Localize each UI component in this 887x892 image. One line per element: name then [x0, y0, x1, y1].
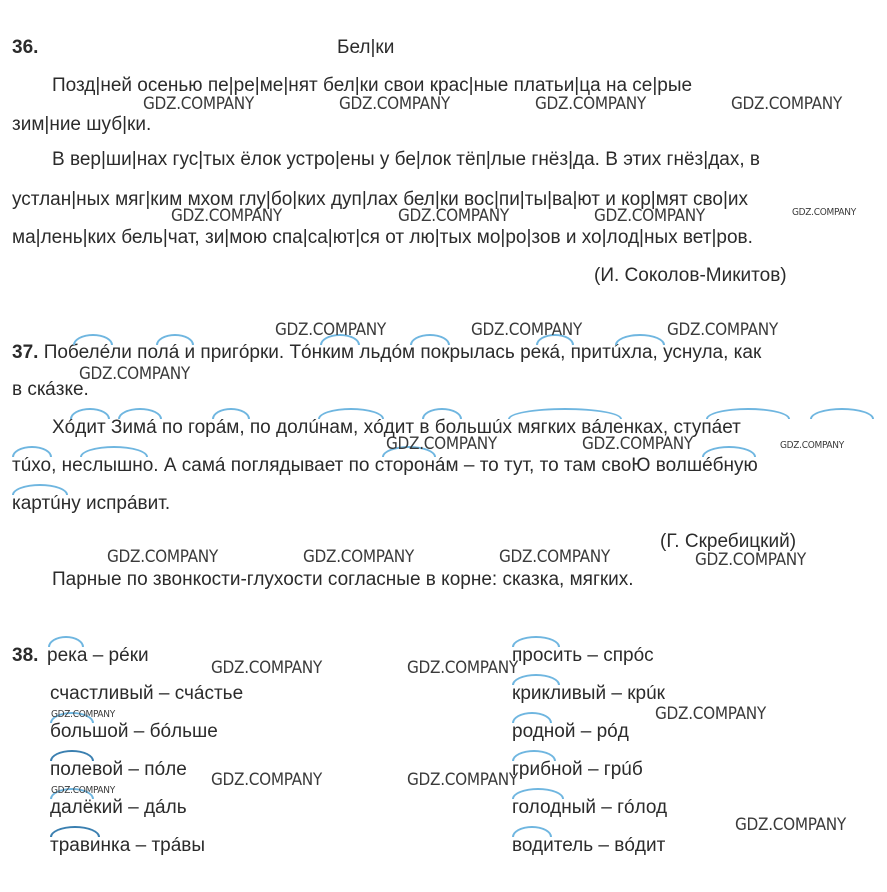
- root-arc: [12, 484, 68, 495]
- root-arc: [382, 446, 436, 457]
- watermark: GDZ.COMPANY: [499, 547, 610, 567]
- root-arc: [512, 750, 556, 761]
- watermark: GDZ.COMPANY: [339, 94, 450, 114]
- ex38-right-item: просить – спрóс: [512, 645, 654, 666]
- ex38-right-item: голодный – гóлод: [512, 797, 668, 818]
- root-arc: [212, 408, 250, 419]
- watermark: GDZ.COMPANY: [780, 440, 844, 451]
- root-arc: [80, 446, 148, 457]
- exercise-38-number: 38.: [12, 645, 39, 666]
- root-arc: [50, 712, 94, 723]
- ex36-author: (И. Соколов-Микитов): [594, 265, 787, 286]
- ex37-paragraph2-line1: Хóдит Зимá по горáм, по долúнам, хóдит в большúх мягких вáленках, ступáет: [52, 417, 741, 438]
- root-arc: [615, 334, 665, 345]
- ex38-left-item: счастливый – счáстье: [50, 683, 244, 704]
- root-arc: [536, 334, 574, 345]
- watermark: GDZ.COMPANY: [398, 206, 509, 226]
- watermark: GDZ.COMPANY: [582, 434, 693, 454]
- ex37-paragraph2-line2: тúхо, неслышно. А самá поглядывает по сторонáм – то тут, то там своЮ волшéбную: [12, 455, 758, 476]
- root-arc: [512, 826, 552, 837]
- ex36-paragraph1-line2: зим|ние шуб|ки.: [12, 114, 152, 135]
- watermark: GDZ.COMPANY: [79, 364, 190, 384]
- ex37-paragraph1-line2: в скáзке.: [12, 379, 89, 400]
- root-arc: [512, 636, 560, 647]
- ex37-note: Парные по звонкости-глухости согласные в корне: сказка, мягких.: [52, 569, 634, 590]
- ex38-left-item: большой – бóльше: [50, 721, 218, 742]
- watermark: GDZ.COMPANY: [171, 206, 282, 226]
- root-arc: [706, 408, 790, 419]
- watermark: GDZ.COMPANY: [211, 658, 322, 678]
- watermark: GDZ.COMPANY: [51, 709, 115, 720]
- root-arc: [512, 712, 552, 723]
- watermark: GDZ.COMPANY: [655, 704, 766, 724]
- ex38-left-item: далёкий – дáль: [50, 797, 187, 818]
- ex36-paragraph1-line1: Позд|ней осенью пе|ре|ме|нят бел|ки свои крас|ные платьи|ца на се|рые: [52, 75, 693, 96]
- ex37-p1-l1-text: Побелéли полá и пригóрки. Тóнким льдóм покрылась рекá, притúхла, уснула, как: [43, 342, 762, 363]
- root-arc: [508, 408, 622, 419]
- ex38-left-item: полевой – пóле: [50, 759, 187, 780]
- watermark: GDZ.COMPANY: [407, 770, 518, 790]
- watermark: GDZ.COMPANY: [731, 94, 842, 114]
- watermark: GDZ.COMPANY: [667, 320, 778, 340]
- watermark: GDZ.COMPANY: [143, 94, 254, 114]
- root-arc: [410, 334, 450, 345]
- watermark: GDZ.COMPANY: [275, 320, 386, 340]
- root-arc: [156, 334, 194, 345]
- watermark: GDZ.COMPANY: [792, 207, 856, 218]
- watermark: GDZ.COMPANY: [51, 785, 115, 796]
- ex37-paragraph2-line3: картúну испрáвит.: [12, 493, 171, 514]
- watermark: GDZ.COMPANY: [735, 815, 846, 835]
- watermark: GDZ.COMPANY: [386, 434, 497, 454]
- watermark: GDZ.COMPANY: [211, 770, 322, 790]
- watermark: GDZ.COMPANY: [471, 320, 582, 340]
- root-arc: [12, 446, 52, 457]
- ex37-author: (Г. Скребицкий): [660, 531, 797, 552]
- ex36-paragraph2-line1: В вер|ши|нах гус|тых ёлок устро|ены у бе|лок тёп|лые гнёз|да. В этих гнёз|дах, в: [52, 149, 761, 170]
- ex36-paragraph2-line3: ма|лень|ких бель|чат, зи|мою спа|са|ют|ся от лю|тых мо|ро|зов и хо|лод|ных вет|ров.: [12, 227, 753, 248]
- exercise-37-number: 37.: [12, 342, 39, 363]
- watermark: GDZ.COMPANY: [407, 658, 518, 678]
- root-arc: [318, 408, 384, 419]
- root-arc: [422, 408, 462, 419]
- root-arc: [50, 788, 94, 799]
- exercise-36-title: Бел|ки: [337, 37, 395, 58]
- root-arc: [48, 636, 84, 647]
- root-arc: [70, 408, 110, 419]
- root-arc: [810, 408, 874, 419]
- root-arc: [320, 334, 360, 345]
- watermark: GDZ.COMPANY: [303, 547, 414, 567]
- ex38-right-item: водитель – вóдит: [512, 835, 666, 856]
- root-arc: [702, 446, 756, 457]
- watermark: GDZ.COMPANY: [107, 547, 218, 567]
- exercise-36-number: 36.: [12, 37, 39, 58]
- ex36-paragraph2-line2: устлан|ных мяг|ким мхом глу|бо|ких дуп|лах бел|ки вос|пи|ты|ва|ют и кор|мят сво|их: [12, 189, 749, 210]
- ex38-right-item: крикливый – крúк: [512, 683, 665, 704]
- root-arc: [73, 334, 113, 345]
- root-arc: [118, 408, 162, 419]
- root-arc: [512, 788, 564, 799]
- watermark: GDZ.COMPANY: [594, 206, 705, 226]
- ex38-left-item: река – рéки: [47, 645, 149, 666]
- root-arc: [50, 750, 94, 761]
- watermark: GDZ.COMPANY: [695, 550, 806, 570]
- root-arc: [50, 826, 100, 837]
- ex38-right-item: грибной – грúб: [512, 759, 643, 780]
- watermark: GDZ.COMPANY: [535, 94, 646, 114]
- ex38-right-item: родной – рóд: [512, 721, 629, 742]
- root-arc: [512, 674, 560, 685]
- ex38-left-item: травинка – трáвы: [50, 835, 206, 856]
